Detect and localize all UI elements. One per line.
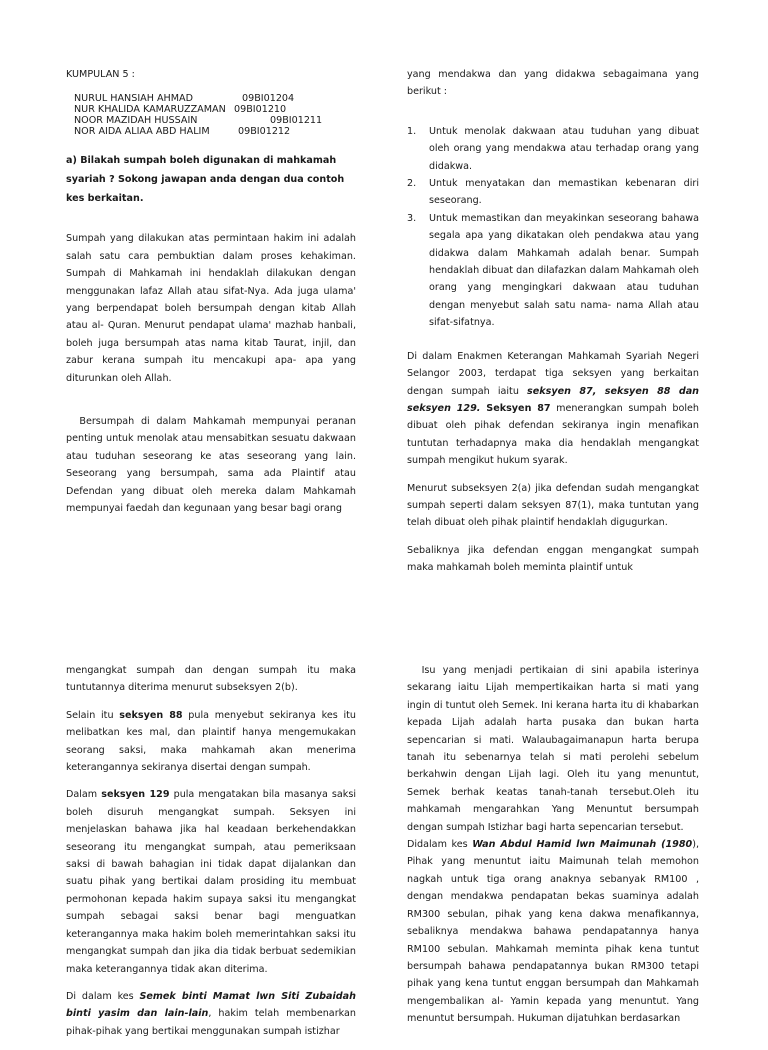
left-column <box>66 66 360 528</box>
paragraph-seksyen-88 <box>66 707 356 777</box>
member-id: 09BI01211 <box>270 115 323 127</box>
paragraph-subseksyen: Menurut subseksyen 2(a) jika defendan sudah mengangkat sumpah seperti dalam seksyen 87(1), maka tuntutan yang telah dibuat oleh pihak plaintif hendaklah digugurkan. <box>407 482 699 529</box>
list-number: 2. <box>407 178 417 190</box>
member-name: NOOR MAZIDAH HUSSAIN <box>74 115 198 127</box>
member-id: 09BI01204 <box>242 93 295 105</box>
member-id: 09BI01210 <box>234 104 287 116</box>
right-column <box>407 662 703 1038</box>
paragraph-intro: yang mendakwa dan yang didakwa sebagaimana yang berikut : <box>407 69 699 98</box>
question-heading: a) Bilakah sumpah boleh digunakan di mahkamah syariah ? Sokong jawapan anda dengan dua contoh kes berkaitan. <box>66 155 345 205</box>
paragraph-enakmen <box>407 348 699 470</box>
member-name: NUR KHALIDA KAMARUZZAMAN <box>74 104 226 116</box>
purpose-list <box>407 123 699 332</box>
list-number: 1. <box>407 125 417 137</box>
s129-text-rest: pula mengatakan bila masanya saksi boleh disuruh mengangkat sumpah. Seksyen ini menjelaskan bahawa jika hal keadaan berkehendakkan seseorang itu mengangkat sumpah, atau pemeriksaan saksi di bawah bahagian ini tidak dapat dijalankan dan suatu pihak yang bertikai dalam prosiding itu membuat permohonan kepada hakim supaya saksi itu mengangkat sumpah sebagai saksi benar bagi menguatkan keterangannya maka hakim boleh memerintahkan saksi itu mengangkat sumpah dan jika dia tidak berbuat sedemikian maka keterangannya tidak akan diterima. <box>66 789 357 975</box>
member-name: NOR AIDA ALIAA ABD HALIM <box>74 126 210 138</box>
enakmen-text-rest: menerangkan sumpah boleh dibuat oleh pihak defendan sekiranya ingin menafikan tuntutan terhadapnya maka dia hendaklah mengangkat sumpah mengikut hukum syarak. <box>407 402 699 467</box>
enakmen-sections: seksyen 87, seksyen 88 dan seksyen 129. <box>407 385 699 414</box>
paragraph-sumpah-role: Bersumpah di dalam Mahkamah mempunyai peranan penting untuk menolak atau mensabitkan sesuatu dakwaan atau tuduhan seseorang ke atas seseorang yang lain. Seseorang yang bersumpah, sama ada Plaintif atau Defendan yang dibuat oleh mereka dalam Mahkamah mempunyai faedah dan kegunaan yang besar bagi orang <box>66 416 360 515</box>
s88-text: Selain itu <box>66 709 120 721</box>
paragraph-semek-case <box>66 988 356 1040</box>
left-column <box>66 662 356 1050</box>
semek-case-name: Semek binti Mamat lwn Siti Zubaidah binti yasim dan lain-lain <box>66 990 356 1020</box>
member-row <box>74 115 356 126</box>
paragraph-sebaliknya: Sebaliknya jika defendan enggan mengangkat sumpah maka mahkamah boleh meminta plaintif untuk <box>407 544 699 574</box>
member-id: 09BI01212 <box>238 126 291 138</box>
enakmen-s87: Seksyen 87 <box>480 402 551 414</box>
right-column <box>407 66 699 587</box>
paragraph-wan-case <box>407 836 699 1027</box>
member-name: NURUL HANSIAH AHMAD <box>74 93 193 105</box>
list-text: Untuk menolak dakwaan atau tuduhan yang dibuat oleh orang yang mendakwa atau terhadap orang yang didakwa. <box>429 125 699 172</box>
wan-case-name: Wan Abdul Hamid lwn Maimunah (1980 <box>472 839 693 851</box>
list-number: 3. <box>407 212 417 224</box>
s129-text: Dalam <box>66 789 102 801</box>
page-gap <box>0 606 768 654</box>
wan-text: Didalam kes <box>407 839 473 851</box>
group-label: KUMPULAN 5 : <box>66 69 135 80</box>
document-page-2 <box>0 654 768 1037</box>
s129-label: seksyen 129 <box>101 789 170 801</box>
list-item <box>407 210 699 332</box>
semek-text: Di dalam kes <box>66 990 140 1002</box>
paragraph-seksyen-129 <box>66 786 356 977</box>
wan-text-rest: ), Pihak yang menuntut iaitu Maimunah telah memohon nagkah untuk tiga orang anaknya sebanyak RM100 , dengan mendakwa pendapatan bekas suaminya adalah RM300 sebulan, pihak yang kena dakwa menafikannya, sebaliknya mendakwa bahawa pendapatannya hanya RM100 sebulan. Mahkamah meminta pihak kena tuntut bersumpah bahawa pendapatannya bukan RM300 tetapi pihak yang kena tuntut enggan bersumpah dan Mahkamah mengembalikan al- Yamin kepada yang menuntut. Yang menuntut bersumpah. Hukuman dijatuhkan berdasarkan <box>407 839 699 1025</box>
s88-text-rest: pula menyebut sekiranya kes itu melibatkan kes mal, dan plaintif hanya mengemukakan seorang saksi, maka mahkamah akan menerima keterangannya sekiranya disertai dengan sumpah. <box>66 709 356 774</box>
list-text: Untuk memastikan dan meyakinkan seseorang bahawa segala apa yang dikatakan oleh pendakwa atau yang didakwa dalam Mahkamah adalah benar. Sumpah hendaklah dibuat dan dilafazkan dalam Mahkamah oleh orang yang mengingkari dakwaan atau tuduhan dengan menyebut salah satu nama- nama Allah atau sifat-sifatnya. <box>429 212 699 329</box>
list-item <box>407 175 699 210</box>
s88-label: seksyen 88 <box>119 709 183 721</box>
paragraph-sumpah-definition: Sumpah yang dilakukan atas permintaan hakim ini adalah salah satu cara pembuktian dalam proses kehakiman. Sumpah di Mahkamah ini hendaklah dilakukan dengan menggunakan lafaz Allah atau sifat-Nya. Ada juga ulama' yang berpendapat boleh bersumpah dengan kitab Allah atau al- Quran. Menurut pendapat ulama' mazhab hanbali, boleh juga bersumpah atas nama kitab Taurat, injil, dan zabur kerana sumpah itu mencakupi apa- apa yang diturunkan oleh Allah. <box>66 233 356 384</box>
list-item <box>407 123 699 175</box>
list-text: Untuk menyatakan dan memastikan kebenaran diri seseorang. <box>429 178 699 207</box>
member-list <box>74 93 356 137</box>
paragraph-continuation: mengangkat sumpah dan dengan sumpah itu maka tuntutannya diterima menurut subseksyen 2(b). <box>66 665 356 694</box>
member-row <box>74 104 356 115</box>
member-row <box>74 126 356 137</box>
paragraph-isu: Isu yang menjadi pertikaian di sini apabila isterinya sekarang iaitu Lijah mempertikaikan harta si mati yang ingin di tuntut oleh Semek. Ini kerana harta itu di khabarkan kepada Lijah adalah harta pusaka dan bukan harta sepencarian si mati. Walaubagaimanapun harta berupa tanah itu sebenarnya telah si mati perolehi sebelum berkahwin dengan Lijah lagi. Oleh itu yang menuntut, Semek berhak keatas tanah-tanah tersebut.Oleh itu mahkamah mengarahkan Yang Menuntut bersumpah dengan sumpah Istizhar bagi harta sepencarian tersebut. <box>407 665 703 833</box>
semek-text-rest: , hakim telah membenarkan pihak-pihak yang bertikai menggunakan sumpah istizhar <box>66 1008 356 1037</box>
member-row <box>74 93 356 104</box>
enakmen-text: Di dalam Enakmen Keterangan Mahkamah Syariah Negeri Selangor 2003, terdapat tiga seksyen yang berkaitan dengan sumpah iaitu <box>407 350 699 397</box>
